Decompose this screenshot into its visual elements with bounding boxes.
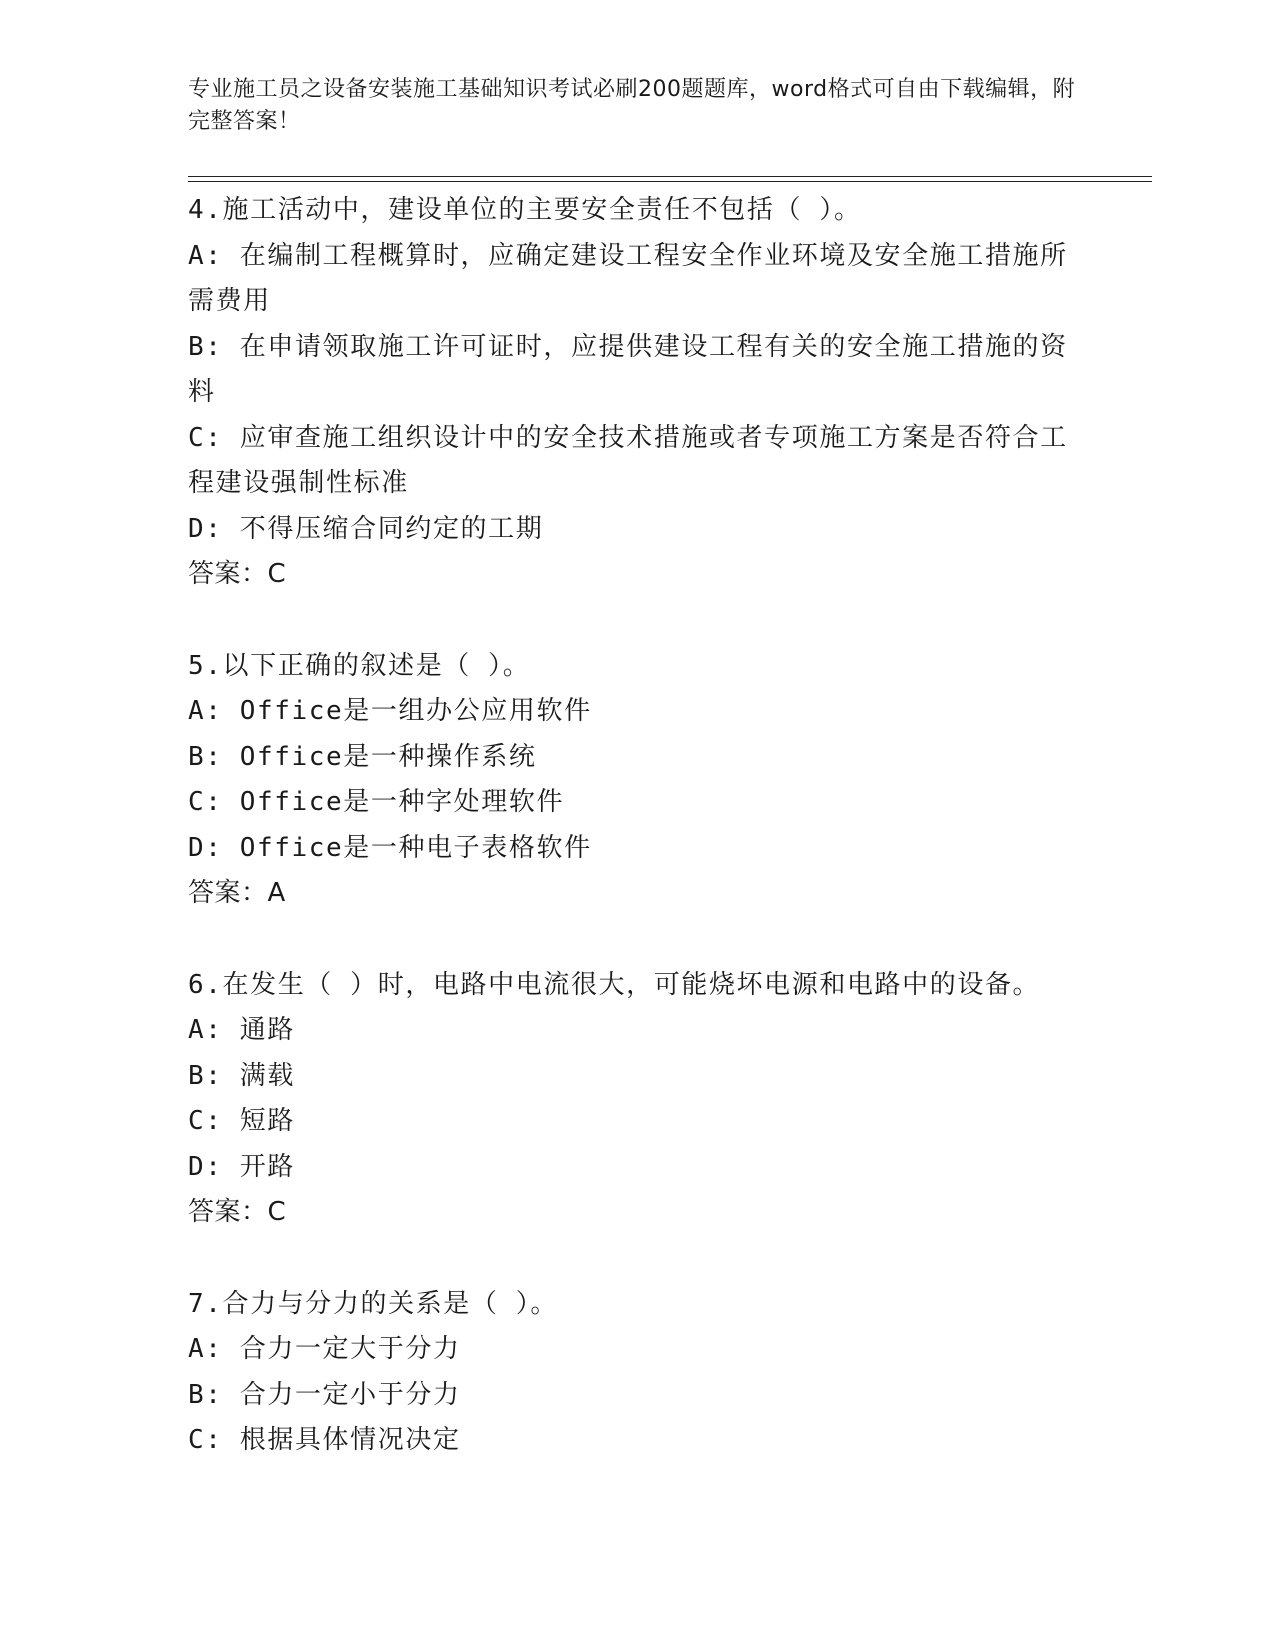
option-b: B: 在申请领取施工许可证时，应提供建设工程有关的安全施工措施的资料	[188, 331, 1068, 407]
document-header: 专业施工员之设备安装施工基础知识考试必刷200题题库，word格式可自由下载编辑，附完整答案！	[188, 77, 1076, 134]
option-d: D: Office是一种电子表格软件	[188, 832, 592, 863]
option-c: C: 应审查施工组织设计中的安全技术措施或者专项施工方案是否符合工程建设强制性标准	[188, 422, 1068, 498]
question-stem: 6.在发生（ ）时，电路中电流很大，可能烧坏电源和电路中的设备。	[188, 969, 1041, 1000]
option-c: C: Office是一种字处理软件	[188, 787, 565, 817]
option-b: B: 满载	[188, 1060, 295, 1091]
question-stem: 5.以下正确的叙述是（ ）。	[188, 650, 531, 681]
question-5	[188, 644, 1088, 917]
option-c: C: 短路	[188, 1106, 295, 1136]
question-4	[188, 188, 1088, 598]
answer: 答案：A	[188, 878, 286, 908]
option-b: B: Office是一种操作系统	[188, 741, 537, 772]
option-a: A: 通路	[188, 1015, 295, 1045]
answer: 答案：C	[188, 1197, 287, 1227]
header-divider-bottom	[188, 181, 1152, 182]
question-stem: 4.施工活动中，建设单位的主要安全责任不包括（ ）。	[188, 195, 862, 225]
option-c: C: 根据具体情况决定	[188, 1425, 461, 1455]
question-list	[188, 188, 1088, 1510]
header-divider-top	[188, 176, 1152, 177]
question-7	[188, 1282, 1088, 1464]
option-a: A: 合力一定大于分力	[188, 1334, 461, 1364]
option-b: B: 合力一定小于分力	[188, 1379, 461, 1410]
answer: 答案：C	[188, 559, 287, 589]
option-a: A: 在编制工程概算时，应确定建设工程安全作业环境及安全施工措施所需费用	[188, 240, 1068, 316]
option-a: A: Office是一组办公应用软件	[188, 696, 592, 726]
question-6	[188, 963, 1088, 1236]
option-d: D: 开路	[188, 1151, 295, 1182]
option-d: D: 不得压缩合同约定的工期	[188, 513, 544, 544]
question-stem: 7.合力与分力的关系是（ ）。	[188, 1288, 558, 1319]
